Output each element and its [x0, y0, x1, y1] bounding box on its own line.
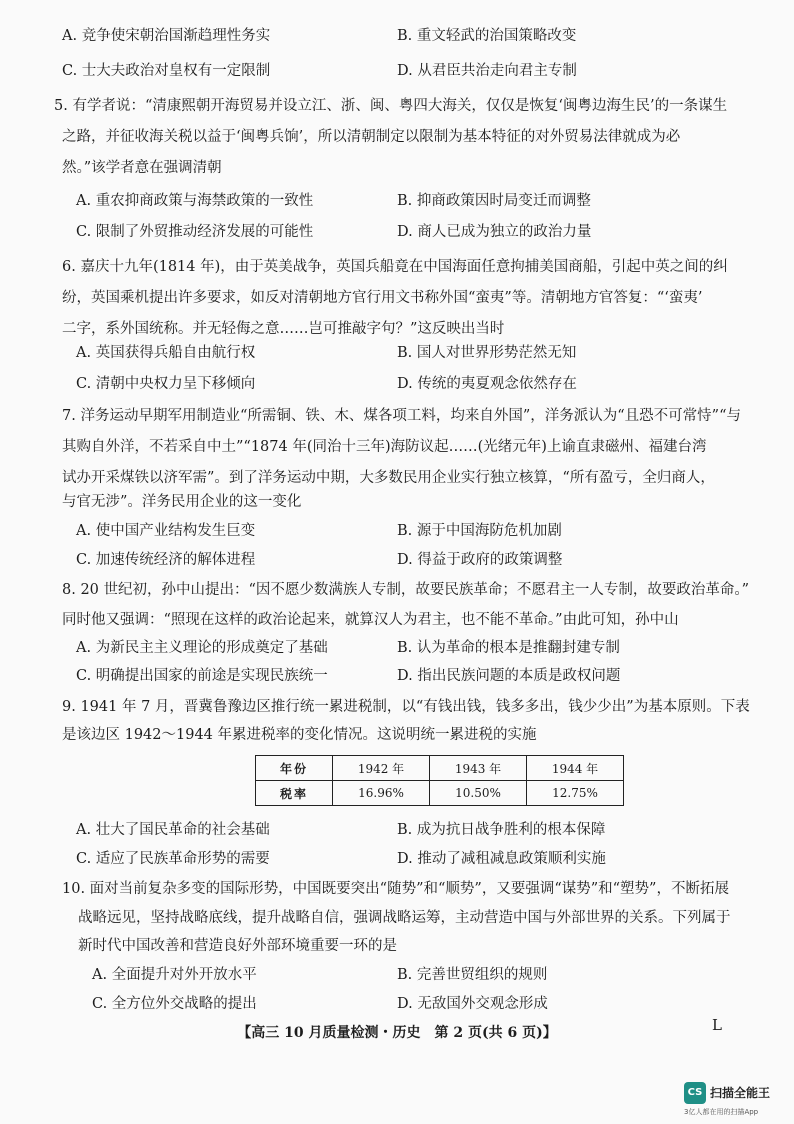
- q8-option-b: B. 认为革命的根本是推翻封建专制: [397, 640, 620, 656]
- q6-option-a: A. 英国获得兵船自由航行权: [76, 345, 256, 361]
- q8-option-d: D. 指出民族问题的本质是政权问题: [397, 668, 621, 684]
- q7-option-a: A. 使中国产业结构发生巨变: [76, 523, 256, 539]
- q10-option-d: D. 无敌国外交观念形成: [397, 996, 548, 1012]
- camscanner-logo-icon: CS: [684, 1082, 706, 1104]
- q8-option-a: A. 为新民主主义理论的形成奠定了基础: [76, 640, 328, 656]
- q10-stem-line-1: 10. 面对当前复杂多变的国际形势，中国既要突出“随势”和“顺势”，又要强调“谋势”和“塑势”，不断拓展: [62, 881, 729, 897]
- q7-option-c: C. 加速传统经济的解体进程: [76, 552, 256, 568]
- q10-option-a: A. 全面提升对外开放水平: [92, 967, 257, 983]
- q9-option-c: C. 适应了民族革命形势的需要: [76, 851, 270, 867]
- q6-option-b: B. 国人对世界形势茫然无知: [397, 345, 577, 361]
- q5-option-d: D. 商人已成为独立的政治力量: [397, 224, 592, 240]
- q5-option-a: A. 重农抑商政策与海禁政策的一致性: [76, 193, 314, 209]
- q7-stem-line-4: 与官无涉”。洋务民用企业的这一变化: [62, 494, 302, 510]
- q7-stem-line-3: 试办开采煤铁以济军需”。到了洋务运动中期，大多数民用企业实行独立核算，“所有盈亏，全归商人，: [62, 470, 715, 486]
- q4-option-a: A. 竞争使宋朝治国渐趋理性务实: [62, 28, 271, 44]
- table-header-cell: 年份: [256, 756, 333, 781]
- q9-option-a: A. 壮大了国民革命的社会基础: [76, 822, 270, 838]
- q4-option-d: D. 从君臣共治走向君主专制: [397, 63, 577, 79]
- q6-stem-line-1: 6. 嘉庆十九年(1814 年)，由于英美战争，英国兵船竟在中国海面任意拘捕美国商船，引起中英之间的纠: [62, 259, 728, 275]
- q10-stem-line-3: 新时代中国改善和营造良好外部环境重要一环的是: [78, 938, 397, 954]
- q8-stem-line-1: 8. 20 世纪初，孙中山提出：“因不愿少数满族人专制，故要民族革命；不愿君主一人专制，故要政治革命。”: [62, 582, 750, 598]
- q10-stem-line-2: 战略远见，坚持战略底线，提升战略自信，强调战略运筹，主动营造中国与外部世界的关系。下列属于: [78, 910, 731, 926]
- table-cell: 12.75%: [527, 781, 624, 806]
- q6-option-c: C. 清朝中央权力呈下移倾向: [76, 376, 256, 392]
- q4-option-c: C. 士大夫政治对皇权有一定限制: [62, 63, 271, 79]
- q6-option-d: D. 传统的夷夏观念依然存在: [397, 376, 577, 392]
- scanner-watermark: [684, 1082, 794, 1122]
- q7-stem-line-1: 7. 洋务运动早期军用制造业“所需铜、铁、木、煤各项工料，均来自外国”，洋务派认为“且恐不可常恃”“与: [62, 408, 742, 424]
- q10-option-c: C. 全方位外交战略的提出: [92, 996, 257, 1012]
- table-header-cell: 1944 年: [527, 756, 624, 781]
- table-cell: 税率: [256, 781, 333, 806]
- table-header-cell: 1942 年: [333, 756, 430, 781]
- q6-stem-line-3: 二字，系外国统称。并无轻侮之意……岂可推敲字句？”这反映出当时: [62, 321, 505, 337]
- page-footer: 【高三 10 月质量检测・历史 第 2 页(共 6 页)】: [237, 1025, 557, 1041]
- table-row: [256, 781, 624, 806]
- tax-rate-table: [255, 755, 624, 806]
- q9-stem-line-1: 9. 1941 年 7 月，晋冀鲁豫边区推行统一累进税制，以“有钱出钱，钱多多出，钱少少出”为基本原则。下表: [62, 699, 750, 715]
- q5-option-c: C. 限制了外贸推动经济发展的可能性: [76, 224, 314, 240]
- q9-option-d: D. 推动了减租减息政策顺利实施: [397, 851, 606, 867]
- scanner-app-name: 扫描全能王: [710, 1086, 771, 1100]
- table-cell: 16.96%: [333, 781, 430, 806]
- corner-mark: L: [712, 1016, 722, 1034]
- q5-option-b: B. 抑商政策因时局变迁而调整: [397, 193, 591, 209]
- table-row: [256, 756, 624, 781]
- q8-stem-line-2: 同时他又强调：“照现在这样的政治论起来，就算汉人为君主，也不能不革命。”由此可知，孙中山: [62, 612, 679, 628]
- q7-option-d: D. 得益于政府的政策调整: [397, 552, 563, 568]
- q9-stem-line-2: 是该边区 1942～1944 年累进税率的变化情况。这说明统一累进税的实施: [62, 727, 537, 743]
- table-header-cell: 1943 年: [430, 756, 527, 781]
- table-cell: 10.50%: [430, 781, 527, 806]
- q5-stem-line-3: 然。”该学者意在强调清朝: [62, 160, 222, 176]
- q5-stem-line-2: 之路，并征收海关税以益于‘闽粤兵饷’，所以清朝制定以限制为基本特征的对外贸易法律就成为必: [62, 129, 681, 145]
- q7-stem-line-2: 其购自外洋，不若采自中土”“1874 年(同治十三年)海防议起……(光绪元年)上谕直隶磁州、福建台湾: [62, 439, 707, 455]
- q4-option-b: B. 重文轻武的治国策略改变: [397, 28, 577, 44]
- scanner-app-subtitle: 3亿人都在用的扫描App: [684, 1108, 759, 1116]
- q7-option-b: B. 源于中国海防危机加剧: [397, 523, 562, 539]
- q9-option-b: B. 成为抗日战争胜利的根本保障: [397, 822, 606, 838]
- q6-stem-line-2: 纷，英国乘机提出许多要求，如反对清朝地方官行用文书称外国“蛮夷”等。清朝地方官答复：“‘蛮夷’: [62, 290, 703, 306]
- q8-option-c: C. 明确提出国家的前途是实现民族统一: [76, 668, 328, 684]
- q10-option-b: B. 完善世贸组织的规则: [397, 967, 548, 983]
- q5-stem-line-1: 5. 有学者说：“清康熙朝开海贸易并设立江、浙、闽、粤四大海关，仅仅是恢复‘闽粤边海生民’的一条谋生: [54, 98, 728, 114]
